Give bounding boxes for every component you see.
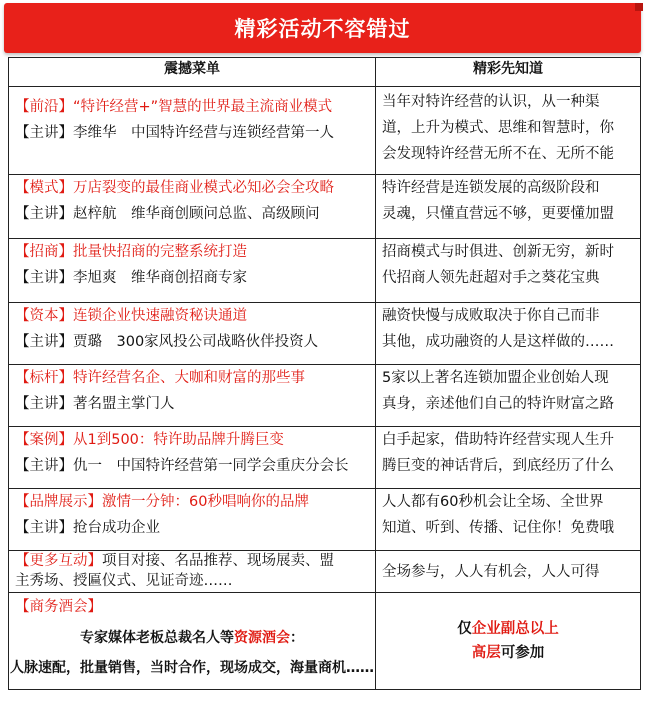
- speaker-prefix: 【主讲】: [15, 520, 73, 536]
- description-line: 道，上升为模式、思维和智慧时，你: [382, 120, 614, 136]
- session-description: [376, 303, 641, 365]
- header-preview: 精彩先知道: [376, 58, 641, 87]
- session-speaker-line: [15, 265, 369, 291]
- session-topic: 连锁企业快速融资秘诀通道: [73, 308, 247, 324]
- business-line1-highlight: 资源酒会: [234, 630, 290, 646]
- more-description: [376, 551, 641, 593]
- session-info: [9, 175, 376, 239]
- business-reception-info: [9, 593, 376, 690]
- agenda-row: [9, 175, 641, 239]
- session-topic: “特许经营+”智慧的世界最主流商业模式: [73, 99, 333, 115]
- description-line: 灵魂，只懂直营远不够，更要懂加盟: [382, 206, 614, 222]
- description-line: 白手起家，借助特许经营实现人生升: [382, 432, 614, 448]
- more-interaction-info: [9, 551, 376, 593]
- session-topic: 批量快招商的完整系统打造: [73, 244, 247, 260]
- more-tag: 【更多互动】: [15, 553, 102, 569]
- business-line1-pre: 专家媒体老板总裁名人等: [80, 630, 234, 646]
- eligibility-line-2: [376, 641, 640, 665]
- session-topic-line: [15, 489, 369, 515]
- session-tag: 【标杆】: [15, 370, 73, 386]
- eligibility-line-1: [376, 617, 640, 641]
- session-topic-line: [15, 239, 369, 265]
- speaker-prefix: 【主讲】: [15, 334, 73, 350]
- description-line: 当年对特许经营的认识，从一种渠: [382, 94, 600, 110]
- business-reception-row: [9, 593, 641, 690]
- description-line: 代招商人领先赶超对手之葵花宝典: [382, 270, 600, 286]
- session-speaker: 抢台成功企业: [73, 520, 160, 536]
- session-speaker-line: [15, 201, 369, 227]
- session-info: [9, 87, 376, 175]
- speaker-prefix: 【主讲】: [15, 125, 73, 141]
- more-text-1: 项目对接、名品推荐、现场展卖、盟: [102, 553, 334, 569]
- more-desc-text: 全场参与，人人有机会，人人可得: [382, 563, 600, 580]
- more-interaction-row: [9, 551, 641, 593]
- session-description: [376, 365, 641, 427]
- session-topic: 万店裂变的最佳商业模式必知必会全攻略: [73, 180, 334, 196]
- description-line: 其他，成功融资的人是这样做的……: [382, 334, 614, 350]
- session-topic: 激情一分钟：60秒唱响你的品牌: [102, 494, 309, 510]
- session-topic: 从1到500：特许助品牌升腾巨变: [73, 432, 284, 448]
- header-menu: 震撼菜单: [9, 58, 376, 87]
- session-info: [9, 365, 376, 427]
- agenda-row: [9, 489, 641, 551]
- agenda-row: [9, 239, 641, 303]
- eligibility-pre: 仅: [457, 621, 472, 637]
- session-info: [9, 427, 376, 489]
- session-tag: 【招商】: [15, 244, 73, 260]
- description-line: 人人都有60秒机会让全场、全世界: [382, 494, 604, 510]
- session-speaker: 李旭爽 维华商创招商专家: [73, 270, 247, 286]
- speaker-prefix: 【主讲】: [15, 458, 73, 474]
- session-info: [9, 239, 376, 303]
- agenda-row: [9, 427, 641, 489]
- session-tag: 【案例】: [15, 432, 73, 448]
- speaker-prefix: 【主讲】: [15, 206, 73, 222]
- eligibility-highlight-1: 企业副总以上: [471, 621, 559, 637]
- agenda-row: [9, 87, 641, 175]
- banner-title: 精彩活动不容错过: [234, 17, 411, 41]
- eligibility-note: [376, 593, 641, 690]
- session-speaker: 著名盟主掌门人: [73, 396, 175, 412]
- description-line: 特许经营是连锁发展的高级阶段和: [382, 180, 600, 196]
- session-description: [376, 427, 641, 489]
- session-description: [376, 239, 641, 303]
- session-speaker-line: [15, 120, 369, 146]
- speaker-prefix: 【主讲】: [15, 270, 73, 286]
- more-line-1: [15, 551, 369, 571]
- session-topic-line: [15, 175, 369, 201]
- session-tag: 【品牌展示】: [15, 494, 102, 510]
- session-speaker-line: [15, 391, 369, 417]
- business-line1-post: ：: [290, 630, 304, 646]
- business-line-1: [9, 625, 375, 651]
- session-speaker: 贾璐 300家风投公司战略伙伴投资人: [73, 334, 319, 350]
- description-line: 5家以上著名连锁加盟企业创始人现: [382, 370, 609, 386]
- session-description: [376, 87, 641, 175]
- description-line: 腾巨变的神话背后，到底经历了什么: [382, 458, 614, 474]
- session-speaker-line: [15, 515, 369, 541]
- session-speaker: 李维华 中国特许经营与连锁经营第一人: [73, 125, 334, 141]
- session-tag: 【资本】: [15, 308, 73, 324]
- session-speaker-line: [15, 329, 369, 355]
- speaker-prefix: 【主讲】: [15, 396, 73, 412]
- more-text-2: 主秀场、授匾仪式、见证奇迹……: [15, 573, 233, 589]
- session-topic-line: [15, 427, 369, 453]
- banner-corner-tab: [635, 3, 643, 11]
- session-info: [9, 489, 376, 551]
- session-speaker: 赵梓航 维华商创顾问总监、高级顾问: [73, 206, 320, 222]
- session-topic-line: [15, 365, 369, 391]
- session-topic: 特许经营名企、大咖和财富的那些事: [73, 370, 305, 386]
- description-line: 真身，亲述他们自己的特许财富之路: [382, 396, 614, 412]
- session-description: [376, 489, 641, 551]
- business-line-2: 人脉速配，批量销售，当时合作，现场成交，海量商机……: [10, 660, 374, 676]
- business-tag: 【商务酒会】: [15, 599, 102, 615]
- session-tag: 【前沿】: [15, 99, 73, 115]
- session-speaker-line: [15, 453, 369, 479]
- session-tag: 【模式】: [15, 180, 73, 196]
- description-line: 知道、听到、传播、记住你！免费哦: [382, 520, 614, 536]
- description-line: 融资快慢与成败取决于你自己而非: [382, 308, 600, 324]
- event-banner: [4, 3, 641, 53]
- agenda-row: [9, 303, 641, 365]
- description-line: 招商模式与时俱进、创新无穷，新时: [382, 244, 614, 260]
- description-line: 会发现特许经营无所不在、无所不能: [382, 146, 614, 162]
- session-topic-line: [15, 303, 369, 329]
- agenda-row: [9, 365, 641, 427]
- session-description: [376, 175, 641, 239]
- eligibility-post: 可参加: [500, 645, 545, 661]
- eligibility-highlight-2: 高层: [471, 645, 501, 661]
- agenda-table: [8, 57, 641, 690]
- session-topic-line: [15, 94, 369, 120]
- session-speaker: 仇一 中国特许经营第一同学会重庆分会长: [73, 458, 349, 474]
- session-info: [9, 303, 376, 365]
